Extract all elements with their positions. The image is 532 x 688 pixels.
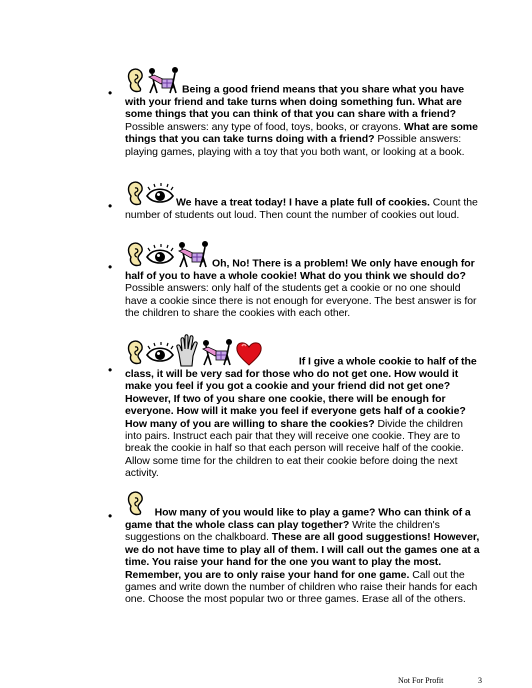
footer-text: Not For Profit — [398, 676, 444, 685]
item-text — [125, 489, 481, 606]
text-run: We have a treat today! I have a plate full of cookies. — [176, 196, 430, 209]
bullet: • — [108, 363, 113, 377]
text-run: What are some things that you can take turns doing with a friend? — [125, 120, 478, 146]
text-run: Possible answers: playing games, playing with a toy that you both want, or looking at a book. — [125, 133, 465, 158]
icon-group — [125, 66, 181, 96]
lesson-item-3 — [109, 240, 481, 320]
text-run: Write the children's suggestions on the chalkboard. — [125, 519, 440, 544]
ear-icon — [125, 240, 145, 270]
item-text — [125, 240, 481, 320]
icon-group — [125, 240, 211, 270]
icon-group — [125, 334, 263, 368]
eye-icon — [145, 240, 175, 270]
text-run: If I give a whole cookie to half of the class, it will be very sad for those who do not get one. How would it make you feel if you got a cookie and your friend did not get one? However, If two of you share one cookie, there will be enough for everyone. How will it make you feel if everyone gets half of a cookie? How many of you are willing to share the cookies? — [125, 355, 477, 430]
item-text — [125, 334, 481, 480]
ear-icon — [125, 338, 145, 368]
text-run: Count the number of students out loud. Then count the number of cookies out loud. — [125, 196, 478, 221]
text-run: These are all good suggestions! However, we do not have time to play all of them. I will call out the games one at a time. You raise your hand for the one you want to play the most. Remember, you are to only raise your hand for one game. — [125, 531, 480, 581]
heart-icon — [235, 338, 263, 368]
text-run: Possible answers: only half of the students get a cookie or no one should have a cookie since there is not enough for everyone. The best answer is for the children to share the cookies with each other. — [125, 282, 477, 320]
icon-group — [125, 179, 175, 209]
sharing-children-icon — [199, 338, 235, 368]
eye-icon — [145, 338, 175, 368]
item-text — [125, 179, 481, 221]
ear-icon — [125, 66, 145, 96]
sharing-children-icon — [175, 240, 211, 270]
sharing-children-icon — [145, 66, 181, 96]
lesson-item-1 — [109, 66, 481, 158]
icon-group — [125, 489, 145, 519]
lesson-item-5 — [109, 489, 481, 606]
lesson-item-2 — [109, 179, 481, 221]
bullet: • — [108, 509, 113, 523]
text-run: How many of you would like to play a game? Who can think of a game that the whole class can play together? — [125, 506, 471, 531]
ear-icon — [125, 179, 145, 209]
page-number: 3 — [478, 676, 482, 685]
lesson-item-4 — [109, 334, 481, 480]
eye-icon — [145, 179, 175, 209]
bullet: • — [108, 260, 113, 274]
text-run: Possible answers: any type of food, toys, books, or crayons. — [125, 120, 404, 133]
bullet: • — [108, 86, 113, 100]
ear-icon — [125, 489, 145, 519]
hand-icon — [175, 334, 199, 368]
item-text — [125, 66, 481, 158]
text-run: Divide the children into pairs. Instruct each pair that they will receive one cookie. They are to break the cookie in half so that each person will receive half of the cookie. Allow some time for the children to eat their cookie before doing the next activity. — [125, 417, 464, 480]
text-run: Oh, No! There is a problem! We only have enough for half of you to have a whole cookie! What do you think we should do? — [125, 257, 475, 282]
text-run: Being a good friend means that you share what you have with your friend and take turns when doing something fun. What are some things that you can think of that you can share with a friend? — [125, 83, 465, 121]
bullet: • — [108, 199, 113, 213]
page-footer — [398, 676, 518, 685]
text-run: Call out the games and write down the number of children who raise their hands for each one. Choose the most popular two or three games. Erase all of the others. — [125, 568, 478, 606]
